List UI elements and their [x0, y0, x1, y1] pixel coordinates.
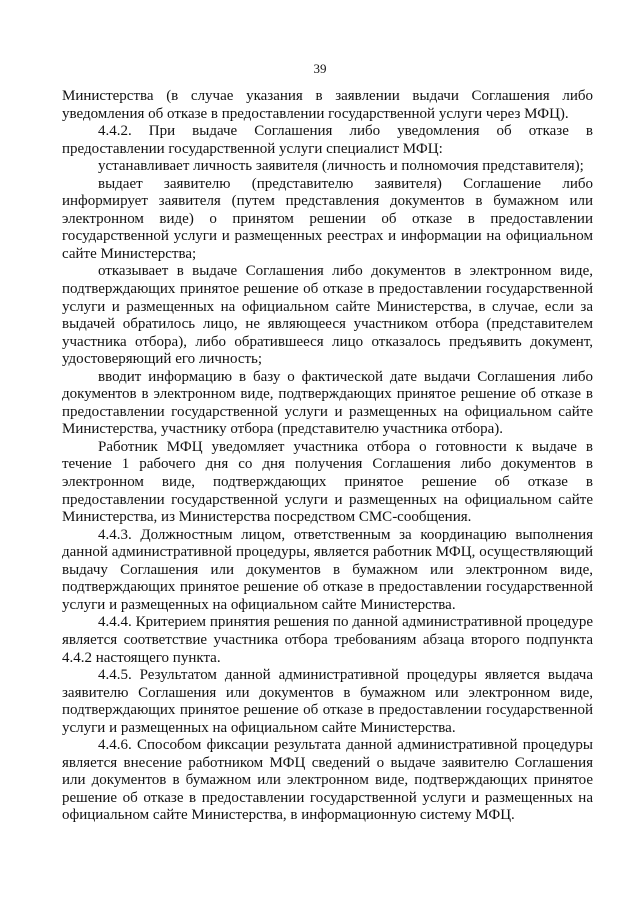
- paragraph-4-4-6: 4.4.6. Способом фиксации результата данной административной процедуры является внесение работником МФЦ сведений о выдаче заявителю Соглашения или документов в бумажном или электронном виде, подтверждающих принятое решение об отказе в предоставлении государственной услуги и размещенных на официальном сайте Министерства, в информационную систему МФЦ.: [62, 737, 593, 824]
- paragraph-continuation: Министерства (в случае указания в заявлении выдачи Соглашения либо уведомления об отказе в предоставлении государственной услуги через МФЦ).: [62, 88, 593, 122]
- paragraph-issue-agreement: выдает заявителю (представителю заявителя) Соглашение либо информирует заявителя (путем представления документов в бумажном или электронном виде) о принятом решении об отказе в предоставлении государственной услуги и размещенных реестрах и информации на официальном сайте Министерства;: [62, 175, 593, 262]
- paragraph-refuse-issue: отказывает в выдаче Соглашения либо документов в электронном виде, подтверждающих принятое решение об отказе в предоставлении государственной услуги и размещенных на официальном сайте Министерства, в случае, если за выдачей обратилось лицо, не являющееся участником отбора (представителем участника отбора), либо обратившееся лицо отказалось предъявить документ, удостоверяющий его личность;: [62, 263, 593, 368]
- paragraph-identity-check: устанавливает личность заявителя (личность и полномочия представителя);: [98, 158, 584, 175]
- page-number: 39: [313, 61, 327, 76]
- paragraph-4-4-2: 4.4.2. При выдаче Соглашения либо уведомления об отказе в предоставлении государственной услуги специалист МФЦ:: [62, 123, 593, 157]
- document-body: [62, 88, 593, 825]
- paragraph-4-4-4: 4.4.4. Критерием принятия решения по данной административной процедуре является соответствие участника отбора требованиям абзаца второго подпункта 4.4.2 настоящего пункта.: [62, 614, 593, 666]
- paragraph-mfc-notify: Работник МФЦ уведомляет участника отбора о готовности к выдаче в течение 1 рабочего дня со дня получения Соглашения либо документов в электронном виде, подтверждающих принятое решение об отказе в предоставлении государственной услуги и размещенных на официальном сайте Министерства, из Министерства посредством СМС-сообщения.: [62, 438, 593, 526]
- paragraph-enter-info: вводит информацию в базу о фактической дате выдачи Соглашения либо документов в электронном виде, подтверждающих принятое решение об отказе в предоставлении государственной услуги и размещенных на официальном сайте Министерства, участнику отбора (представителю участника отбора).: [62, 368, 593, 438]
- paragraph-4-4-3: 4.4.3. Должностным лицом, ответственным за координацию выполнения данной административной процедуры, является работник МФЦ, осуществляющий выдачу Соглашения или документов в бумажном или электронном виде, подтверждающих принятое решение об отказе в предоставлении государственной услуги и размещенных на официальном сайте Министерства.: [62, 526, 593, 613]
- paragraph-4-4-5: 4.4.5. Результатом данной административной процедуры является выдача заявителю Соглашения или документов в бумажном или электронном виде, подтверждающих принятое решение об отказе в предоставлении государственной услуги и размещенных на официальном сайте Министерства.: [62, 667, 593, 736]
